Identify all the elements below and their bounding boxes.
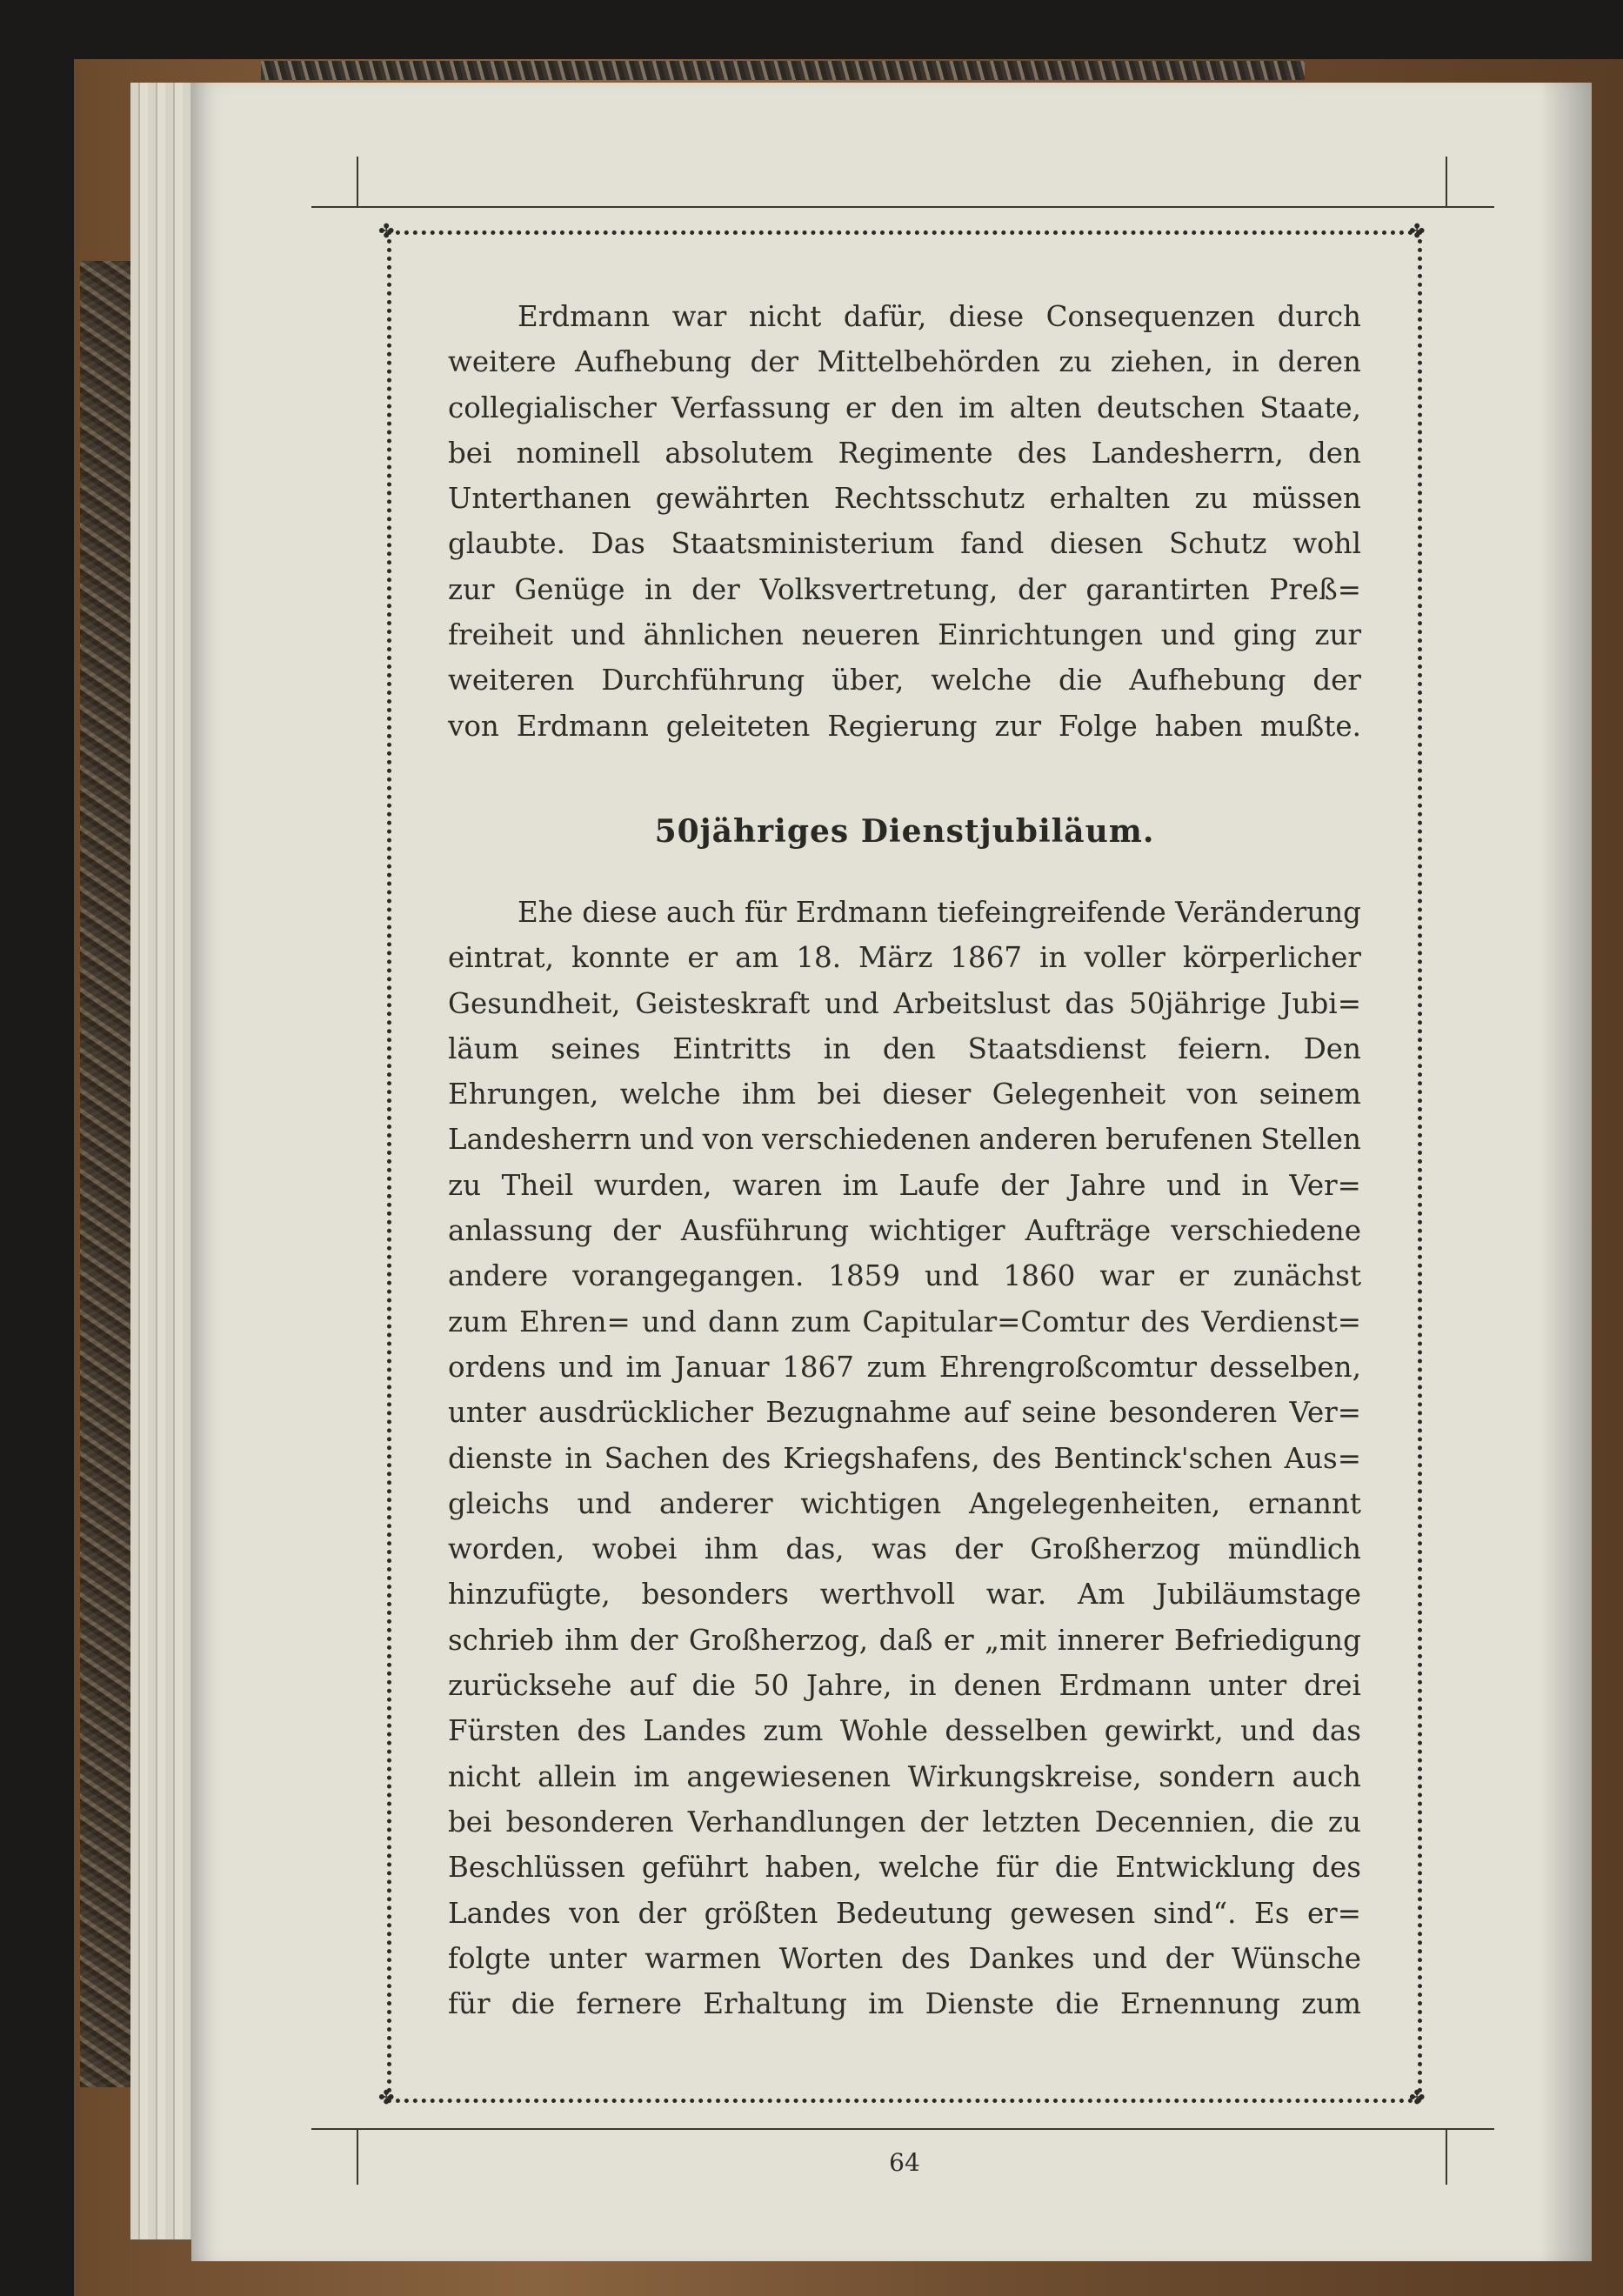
- text-line: bei nominell absolutem Regimente des Landesherrn, den: [448, 436, 1361, 470]
- text-line: zu Theil wurden, waren im Laufe der Jahre und in Ver=: [448, 1168, 1361, 1202]
- text-line: unter ausdrücklicher Bezugnahme auf seine besonderen Ver=: [448, 1396, 1361, 1430]
- text-line: Ehe diese auch für Erdmann tiefeingreifende Veränderung: [518, 896, 1361, 929]
- footer-left-tick: [357, 2128, 358, 2185]
- text-line: freiheit und ähnlichen neueren Einrichtungen und ging zur: [448, 618, 1361, 652]
- text-line: hinzufügte, besonders werthvoll war. Am Jubiläumstage: [448, 1578, 1361, 1612]
- header-left-tick: [357, 157, 358, 206]
- text-line: Landes von der größten Bedeutung gewesen sind“. Es er=: [448, 1896, 1361, 1930]
- gutter-shadow: [1540, 83, 1592, 2261]
- text-line: zur Genüge in der Volksvertretung, der garantirten Preß=: [448, 572, 1361, 606]
- text-line: läum seines Eintritts in den Staatsdienst feiern. Den: [448, 1031, 1361, 1065]
- text-line: weiteren Durchführung über, welche die Aufhebung der: [448, 664, 1361, 697]
- text-line: nicht allein im angewiesenen Wirkungskreise, sondern auch: [448, 1759, 1361, 1793]
- text-line: Ehrungen, welche ihm bei dieser Gelegenheit von seinem: [448, 1078, 1361, 1111]
- section-heading: 50jähriges Dienstjubiläum.: [654, 813, 1155, 850]
- text-line: gleichs und anderer wichtigen Angelegenheiten, ernannt: [448, 1486, 1361, 1520]
- footer-rule: [311, 2128, 1494, 2130]
- text-line: zum Ehren= und dann zum Capitular=Comtur des Verdienst=: [448, 1305, 1361, 1338]
- text-line: Fürsten des Landes zum Wohle desselben gewirkt, und das: [448, 1714, 1361, 1748]
- text-line: für die fernere Erhaltung im Dienste die Ernennung zum: [448, 1987, 1361, 2021]
- corner-ornament-icon: ✤: [378, 221, 395, 243]
- corner-ornament-icon: ✤: [1409, 2087, 1426, 2109]
- text-line: Landesherrn und von verschiedenen anderen berufenen Stellen: [448, 1123, 1361, 1157]
- text-line: ordens und im Januar 1867 zum Ehrengroßcomtur desselben,: [448, 1350, 1361, 1384]
- corner-ornament-icon: ✤: [1409, 221, 1426, 243]
- header-rule: [311, 206, 1494, 208]
- header-right-tick: [1446, 157, 1447, 206]
- text-line: eintrat, konnte er am 18. März 1867 in voller körperlicher: [448, 941, 1361, 975]
- marbled-top-edge: [261, 61, 1305, 80]
- text-line: folgte unter warmen Worten des Dankes und der Wünsche: [448, 1941, 1361, 1975]
- text-line: Erdmann war nicht dafür, diese Consequenzen durch: [518, 300, 1361, 333]
- paragraph-erdmann-consequences: [448, 294, 1361, 749]
- page-edges: [130, 83, 200, 2239]
- text-line: collegialischer Verfassung er den im alten deutschen Staate,: [448, 390, 1361, 424]
- text-line: glaubte. Das Staatsministerium fand diesen Schutz wohl: [448, 527, 1361, 561]
- text-line: weitere Aufhebung der Mittelbehörden zu ziehen, in deren: [448, 345, 1361, 379]
- text-line: dienste in Sachen des Kriegshafens, des Bentinck'schen Aus=: [448, 1441, 1361, 1475]
- text-line: Beschlüssen geführt haben, welche für die Entwicklung des: [448, 1851, 1361, 1885]
- text-line: bei besonderen Verhandlungen der letzten Decennien, die zu: [448, 1805, 1361, 1839]
- footer-right-tick: [1446, 2128, 1447, 2185]
- text-line: schrieb ihm der Großherzog, daß er „mit innerer Befriedigung: [448, 1623, 1361, 1657]
- text-line: Unterthanen gewährten Rechtsschutz erhalten zu müssen: [448, 482, 1361, 516]
- text-line: zurücksehe auf die 50 Jahre, in denen Erdmann unter drei: [448, 1669, 1361, 1703]
- text-line: worden, wobei ihm das, was der Großherzog mündlich: [448, 1532, 1361, 1566]
- text-line: andere vorangegangen. 1859 und 1860 war er zunächst: [448, 1259, 1361, 1293]
- corner-ornament-icon: ✤: [378, 2087, 395, 2109]
- text-line: Gesundheit, Geisteskraft und Arbeitslust das 50jährige Jubi=: [448, 986, 1361, 1020]
- page-number: 64: [889, 2148, 920, 2177]
- paragraph-jubilee: [448, 890, 1361, 2026]
- text-line: anlassung der Ausführung wichtiger Aufträge verschiedene: [448, 1214, 1361, 1248]
- text-line: von Erdmann geleiteten Regierung zur Folge haben mußte.: [448, 709, 1361, 743]
